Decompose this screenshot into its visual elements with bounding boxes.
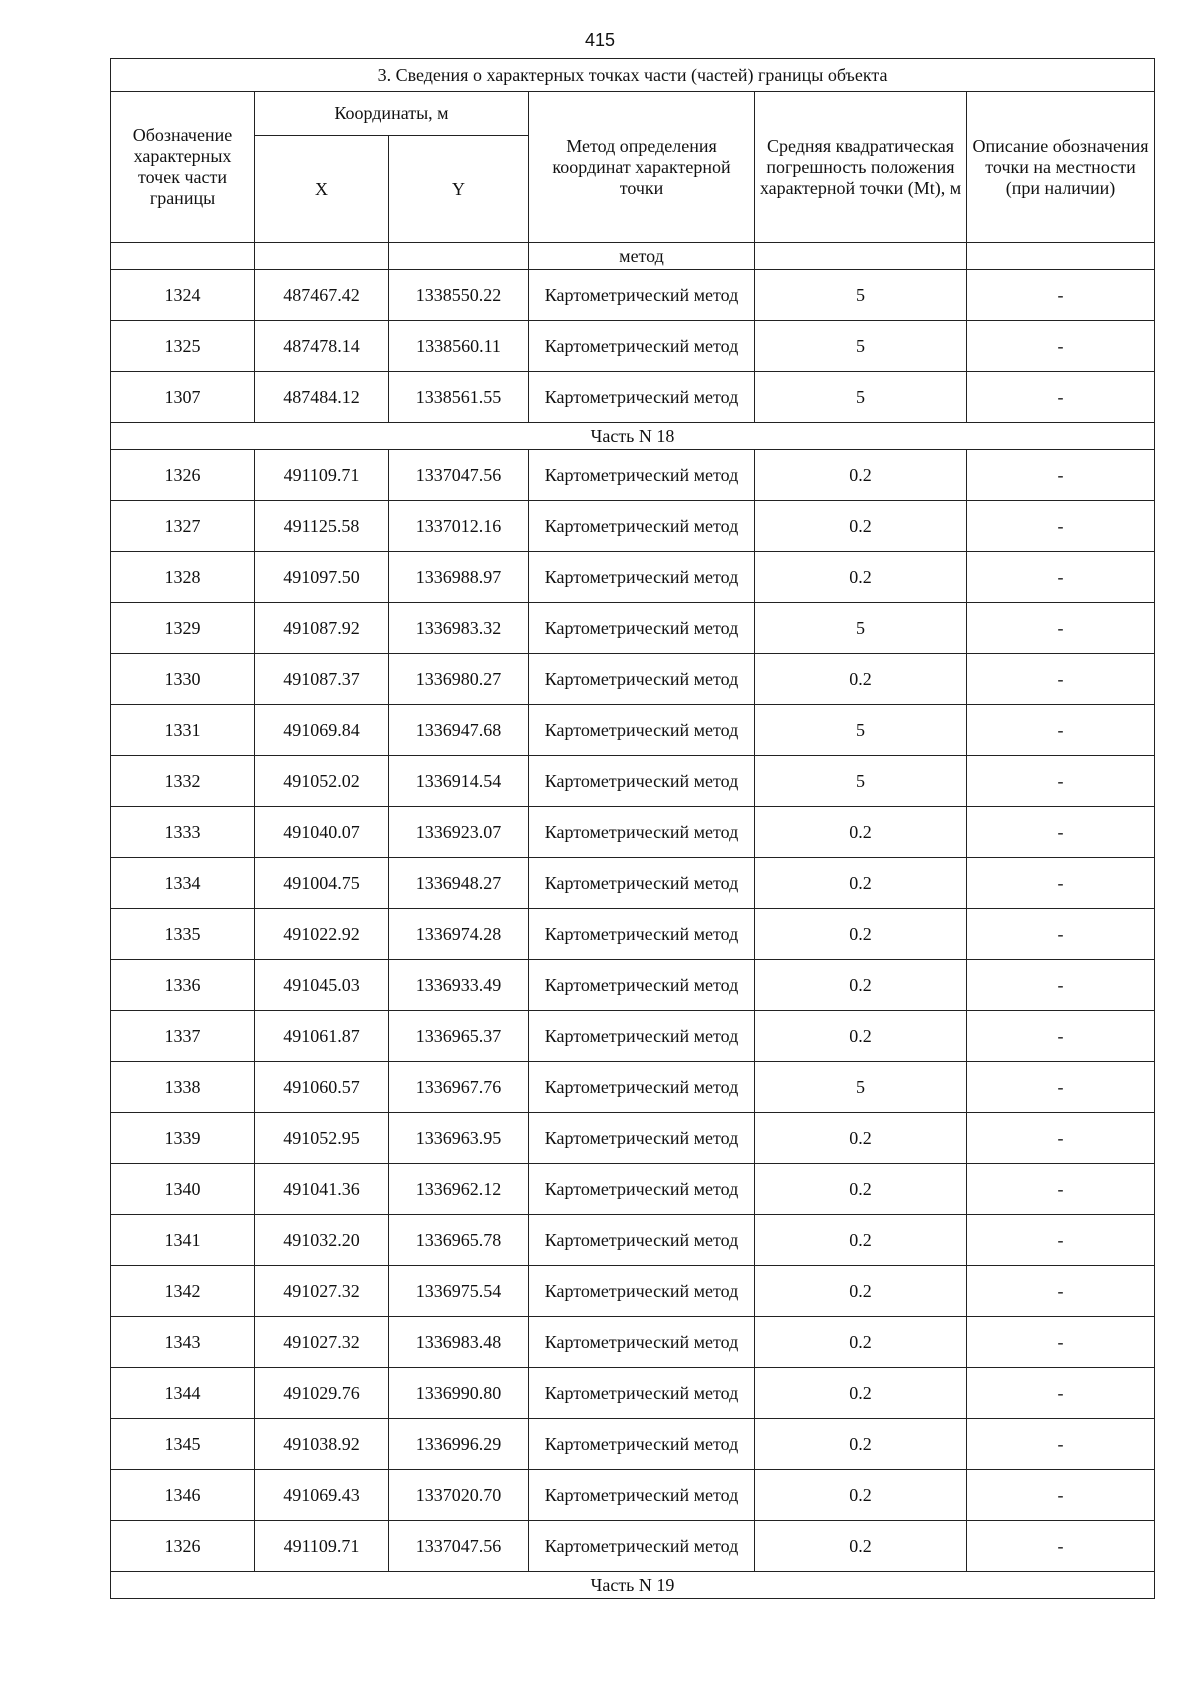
cell-x: 491038.92 <box>255 1419 389 1470</box>
table-row <box>111 654 1155 705</box>
cell-point: 1343 <box>111 1317 255 1368</box>
header-coordinates: Координаты, м <box>255 92 529 136</box>
cell-description: - <box>967 1011 1155 1062</box>
cell-method: Картометрический метод <box>529 858 755 909</box>
cell-point: 1346 <box>111 1470 255 1521</box>
cell-y: 1338561.55 <box>389 372 529 423</box>
cell-x: 491027.32 <box>255 1266 389 1317</box>
table-row <box>111 1470 1155 1521</box>
cell-point: 1330 <box>111 654 255 705</box>
cell-description: - <box>967 1164 1155 1215</box>
table-row <box>111 372 1155 423</box>
header-y: Y <box>389 136 529 243</box>
cell-y: 1336983.32 <box>389 603 529 654</box>
cell-description: - <box>967 1368 1155 1419</box>
cell-description: - <box>967 270 1155 321</box>
cell-method: Картометрический метод <box>529 603 755 654</box>
cell-description: - <box>967 603 1155 654</box>
cell-method: Картометрический метод <box>529 1317 755 1368</box>
cell-y: 1336923.07 <box>389 807 529 858</box>
cell-y: 1336965.78 <box>389 1215 529 1266</box>
cell-description: - <box>967 450 1155 501</box>
cell-method: Картометрический метод <box>529 1113 755 1164</box>
cell-method: Картометрический метод <box>529 1011 755 1062</box>
cell-x: 491069.84 <box>255 705 389 756</box>
cell-mt: 0.2 <box>755 1368 967 1419</box>
cell-mt: 5 <box>755 705 967 756</box>
cell-description: - <box>967 552 1155 603</box>
cell-x: 491029.76 <box>255 1368 389 1419</box>
cell-description: - <box>967 654 1155 705</box>
cell-empty <box>255 243 389 270</box>
table-row <box>111 321 1155 372</box>
cell-x: 491069.43 <box>255 1470 389 1521</box>
table-row <box>111 1419 1155 1470</box>
cell-method: Картометрический метод <box>529 501 755 552</box>
cell-method: Картометрический метод <box>529 909 755 960</box>
cell-description: - <box>967 705 1155 756</box>
cell-point: 1339 <box>111 1113 255 1164</box>
cell-method: Картометрический метод <box>529 960 755 1011</box>
cell-x: 491041.36 <box>255 1164 389 1215</box>
cell-x: 491045.03 <box>255 960 389 1011</box>
cell-y: 1337020.70 <box>389 1470 529 1521</box>
table-row <box>111 270 1155 321</box>
cell-method: Картометрический метод <box>529 1470 755 1521</box>
table-row <box>111 1368 1155 1419</box>
cell-x: 491125.58 <box>255 501 389 552</box>
cell-description: - <box>967 321 1155 372</box>
cell-mt: 5 <box>755 321 967 372</box>
cell-point: 1344 <box>111 1368 255 1419</box>
cell-y: 1336975.54 <box>389 1266 529 1317</box>
cell-y: 1337047.56 <box>389 450 529 501</box>
table-row <box>111 858 1155 909</box>
header-method: Метод определения координат характерной точки <box>529 92 755 243</box>
cell-point: 1345 <box>111 1419 255 1470</box>
cell-y: 1336963.95 <box>389 1113 529 1164</box>
header-x: X <box>255 136 389 243</box>
cell-mt: 0.2 <box>755 1011 967 1062</box>
table-row <box>111 756 1155 807</box>
cell-empty <box>967 243 1155 270</box>
cell-y: 1336967.76 <box>389 1062 529 1113</box>
cell-method: Картометрический метод <box>529 372 755 423</box>
part-label-19: Часть N 19 <box>111 1572 1155 1599</box>
cell-x: 491097.50 <box>255 552 389 603</box>
cell-description: - <box>967 1113 1155 1164</box>
table-row <box>111 1521 1155 1572</box>
cell-method: Картометрический метод <box>529 1521 755 1572</box>
cell-description: - <box>967 960 1155 1011</box>
table-row <box>111 1113 1155 1164</box>
cell-point: 1326 <box>111 450 255 501</box>
cell-y: 1336996.29 <box>389 1419 529 1470</box>
cell-point: 1328 <box>111 552 255 603</box>
cell-description: - <box>967 1521 1155 1572</box>
cell-method: Картометрический метод <box>529 552 755 603</box>
cell-point: 1327 <box>111 501 255 552</box>
cell-description: - <box>967 1266 1155 1317</box>
cell-method: Картометрический метод <box>529 1266 755 1317</box>
cell-method: Картометрический метод <box>529 705 755 756</box>
cell-x: 491087.92 <box>255 603 389 654</box>
cell-point: 1333 <box>111 807 255 858</box>
table-row <box>111 1062 1155 1113</box>
cell-mt: 0.2 <box>755 1521 967 1572</box>
cell-method: Картометрический метод <box>529 654 755 705</box>
cell-point: 1326 <box>111 1521 255 1572</box>
table-row <box>111 1266 1155 1317</box>
cell-description: - <box>967 372 1155 423</box>
cell-x: 491061.87 <box>255 1011 389 1062</box>
table-row <box>111 603 1155 654</box>
cell-mt: 0.2 <box>755 1419 967 1470</box>
cell-method: Картометрический метод <box>529 1419 755 1470</box>
boundary-points-table <box>110 58 1155 1599</box>
cell-y: 1338550.22 <box>389 270 529 321</box>
cell-point: 1324 <box>111 270 255 321</box>
table-body <box>111 59 1155 1599</box>
cell-mt: 0.2 <box>755 1317 967 1368</box>
table-row <box>111 909 1155 960</box>
cell-method: Картометрический метод <box>529 1215 755 1266</box>
cell-mt: 0.2 <box>755 1266 967 1317</box>
cell-y: 1336990.80 <box>389 1368 529 1419</box>
cell-x: 491060.57 <box>255 1062 389 1113</box>
cell-x: 491022.92 <box>255 909 389 960</box>
page-number: 415 <box>584 30 616 50</box>
cell-mt: 0.2 <box>755 1113 967 1164</box>
cell-x: 491109.71 <box>255 1521 389 1572</box>
cell-x: 491004.75 <box>255 858 389 909</box>
table-row <box>111 552 1155 603</box>
cell-x: 491032.20 <box>255 1215 389 1266</box>
cell-y: 1336948.27 <box>389 858 529 909</box>
cell-description: - <box>967 501 1155 552</box>
cell-y: 1336980.27 <box>389 654 529 705</box>
cell-y: 1336914.54 <box>389 756 529 807</box>
cell-x: 487478.14 <box>255 321 389 372</box>
table-row <box>111 960 1155 1011</box>
cell-x: 491052.95 <box>255 1113 389 1164</box>
cell-empty <box>755 243 967 270</box>
part-label-18-row <box>111 423 1155 450</box>
cell-x: 487484.12 <box>255 372 389 423</box>
cell-empty <box>389 243 529 270</box>
cell-mt: 0.2 <box>755 858 967 909</box>
cell-description: - <box>967 1317 1155 1368</box>
cell-description: - <box>967 1470 1155 1521</box>
table-row <box>111 1164 1155 1215</box>
cell-point: 1341 <box>111 1215 255 1266</box>
continuation-method: метод <box>529 243 755 270</box>
cell-point: 1325 <box>111 321 255 372</box>
cell-x: 487467.42 <box>255 270 389 321</box>
cell-point: 1334 <box>111 858 255 909</box>
cell-y: 1338560.11 <box>389 321 529 372</box>
cell-x: 491040.07 <box>255 807 389 858</box>
cell-x: 491087.37 <box>255 654 389 705</box>
cell-point: 1331 <box>111 705 255 756</box>
cell-method: Картометрический метод <box>529 1062 755 1113</box>
cell-mt: 5 <box>755 603 967 654</box>
header-row-top <box>111 92 1155 136</box>
cell-mt: 0.2 <box>755 552 967 603</box>
part-label-19-row <box>111 1572 1155 1599</box>
part-label-18: Часть N 18 <box>111 423 1155 450</box>
table-row <box>111 807 1155 858</box>
cell-mt: 0.2 <box>755 909 967 960</box>
cell-description: - <box>967 807 1155 858</box>
cell-method: Картометрический метод <box>529 807 755 858</box>
cell-description: - <box>967 756 1155 807</box>
cell-method: Картометрический метод <box>529 1368 755 1419</box>
table-title: 3. Сведения о характерных точках части (частей) границы объекта <box>111 59 1155 92</box>
cell-point: 1337 <box>111 1011 255 1062</box>
cell-point: 1336 <box>111 960 255 1011</box>
table-row <box>111 450 1155 501</box>
cell-x: 491052.02 <box>255 756 389 807</box>
cell-mt: 5 <box>755 270 967 321</box>
cell-mt: 0.2 <box>755 960 967 1011</box>
cell-description: - <box>967 858 1155 909</box>
table-row <box>111 501 1155 552</box>
cell-y: 1336965.37 <box>389 1011 529 1062</box>
cell-y: 1336974.28 <box>389 909 529 960</box>
table-row <box>111 1317 1155 1368</box>
cell-y: 1337012.16 <box>389 501 529 552</box>
table-row <box>111 705 1155 756</box>
cell-description: - <box>967 1419 1155 1470</box>
header-error: Средняя квадратическая погрешность положения характерной точки (Mt), м <box>755 92 967 243</box>
cell-method: Картометрический метод <box>529 756 755 807</box>
cell-mt: 0.2 <box>755 1470 967 1521</box>
cell-mt: 0.2 <box>755 807 967 858</box>
cell-y: 1336933.49 <box>389 960 529 1011</box>
cell-mt: 0.2 <box>755 501 967 552</box>
cell-point: 1338 <box>111 1062 255 1113</box>
cell-point: 1342 <box>111 1266 255 1317</box>
cell-y: 1336947.68 <box>389 705 529 756</box>
header-designation: Обозначение характерных точек части границы <box>111 92 255 243</box>
cell-method: Картометрический метод <box>529 321 755 372</box>
cell-y: 1336988.97 <box>389 552 529 603</box>
cell-y: 1336962.12 <box>389 1164 529 1215</box>
cell-point: 1307 <box>111 372 255 423</box>
cell-x: 491027.32 <box>255 1317 389 1368</box>
header-description: Описание обозначения точки на местности (при наличии) <box>967 92 1155 243</box>
cell-description: - <box>967 1215 1155 1266</box>
cell-y: 1337047.56 <box>389 1521 529 1572</box>
cell-point: 1332 <box>111 756 255 807</box>
table-row <box>111 1215 1155 1266</box>
table-title-row <box>111 59 1155 92</box>
cell-method: Картометрический метод <box>529 450 755 501</box>
cell-point: 1329 <box>111 603 255 654</box>
cell-point: 1340 <box>111 1164 255 1215</box>
cell-y: 1336983.48 <box>389 1317 529 1368</box>
cell-mt: 5 <box>755 756 967 807</box>
cell-mt: 0.2 <box>755 1215 967 1266</box>
continuation-row <box>111 243 1155 270</box>
cell-x: 491109.71 <box>255 450 389 501</box>
cell-mt: 0.2 <box>755 654 967 705</box>
cell-mt: 0.2 <box>755 1164 967 1215</box>
cell-method: Картометрический метод <box>529 1164 755 1215</box>
cell-mt: 5 <box>755 372 967 423</box>
cell-point: 1335 <box>111 909 255 960</box>
table-row <box>111 1011 1155 1062</box>
cell-mt: 5 <box>755 1062 967 1113</box>
cell-method: Картометрический метод <box>529 270 755 321</box>
cell-empty <box>111 243 255 270</box>
cell-description: - <box>967 1062 1155 1113</box>
cell-mt: 0.2 <box>755 450 967 501</box>
cell-description: - <box>967 909 1155 960</box>
